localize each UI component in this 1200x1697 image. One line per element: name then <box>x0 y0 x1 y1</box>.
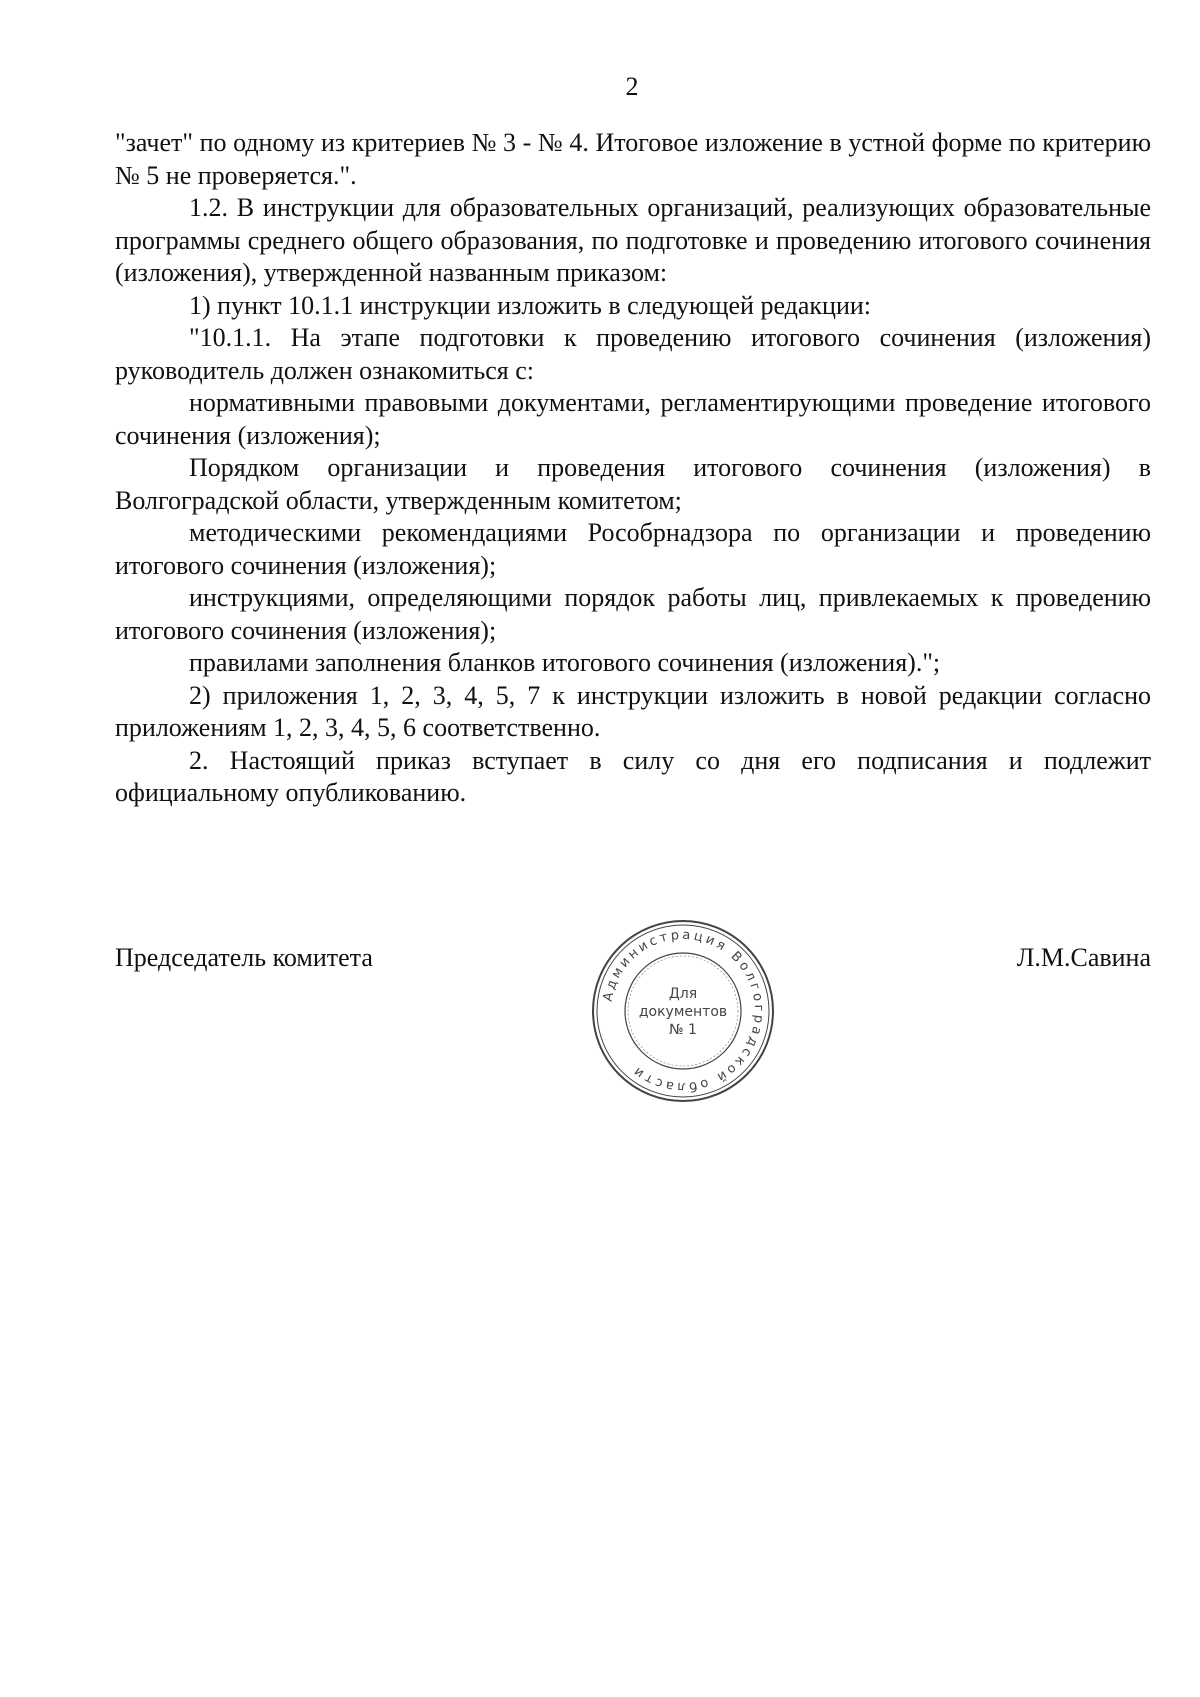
list-item-procedure: Порядком организации и проведения итогового сочинения (изложения) в Волгоградской области, утвержденным комитетом; <box>115 453 1151 515</box>
paragraph-item-1-2: 1.2. В инструкции для образовательных организаций, реализующих образовательные программы среднего общего образования, по подготовке и проведению итогового сочинения (изложения), утвержденной названным приказом: <box>115 193 1151 287</box>
paragraph-continuation: "зачет" по одному из критериев № 3 - № 4. Итоговое изложение в устной форме по критерию № 5 не проверяется.". <box>115 128 1151 190</box>
seal-ring-text: Администрация Волгоградской области <box>600 927 767 1095</box>
seal-center-line-3: № 1 <box>669 1022 697 1038</box>
paragraph-subitem-1: 1) пункт 10.1.1 инструкции изложить в следующей редакции: <box>189 290 872 320</box>
official-seal <box>590 918 776 1104</box>
seal-center-line-2: документов <box>638 1004 728 1020</box>
page-number: 2 <box>625 72 639 101</box>
signer-name: Л.М.Савина <box>1016 943 1151 972</box>
list-item-methodical-recommendations: методическими рекомендациями Рособрнадзора по организации и проведению итогового сочинения (изложения); <box>115 518 1151 580</box>
seal-center-line-1: Для <box>668 986 698 1002</box>
list-item-form-rules: правилами заполнения бланков итогового сочинения (изложения)."; <box>189 648 941 677</box>
document-body <box>115 127 1151 810</box>
paragraph-item-2: 2. Настоящий приказ вступает в силу со дня его подписания и подлежит официальному опубликованию. <box>115 745 1151 807</box>
signer-position: Председатель комитета <box>115 943 373 972</box>
list-item-normative-documents: нормативными правовыми документами, регламентирующими проведение итогового сочинения (изложения); <box>115 388 1151 450</box>
list-item-instructions: инструкциями, определяющими порядок работы лиц, привлекаемых к проведению итогового сочинения (изложения); <box>115 583 1151 645</box>
paragraph-quote-10-1-1: "10.1.1. На этапе подготовки к проведению итогового сочинения (изложения) руководитель должен ознакомиться с: <box>115 323 1151 385</box>
paragraph-subitem-2: 2) приложения 1, 2, 3, 4, 5, 7 к инструкции изложить в новой редакции согласно приложениям 1, 2, 3, 4, 5, 6 соответственно. <box>115 680 1151 742</box>
